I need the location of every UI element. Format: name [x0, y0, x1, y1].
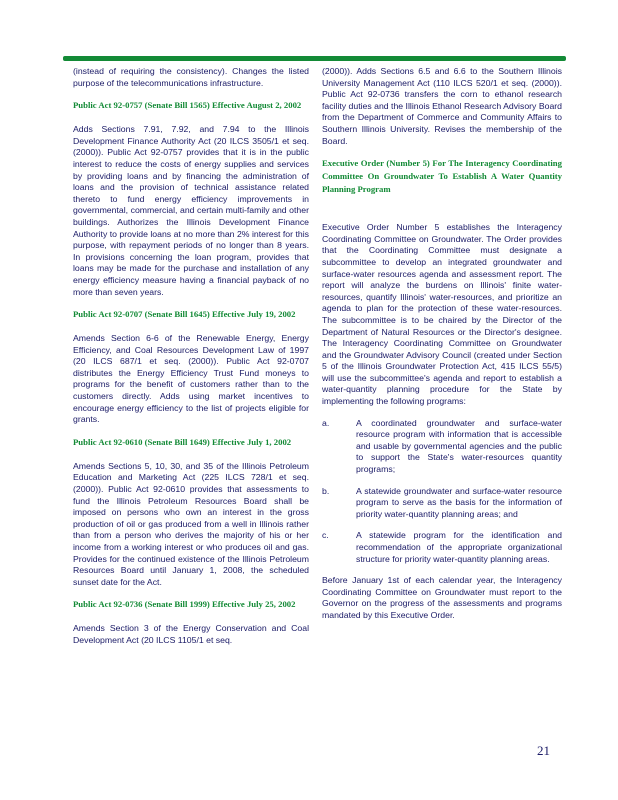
left-column — [73, 66, 309, 657]
list-item — [322, 486, 562, 521]
list-item-label: b. — [322, 485, 330, 496]
list-item-label: c. — [322, 530, 329, 541]
act-heading: Public Act 92-0736 (Senate Bill 1999) Effective July 25, 2002 — [73, 599, 296, 610]
list-item — [322, 418, 562, 476]
paragraph: (2000)). Adds Sections 6.5 and 6.6 to the Southern Illinois University Management Act (110 ILCS 520/1 et seq. (2000)). Public Act 92-0736 transfers the corn to ethanol research facility duties and the Illinois Ethanol Research Advisory Board from the Department of Commerce and Community Affairs to Southern Illinois University. Revises the membership of the Board. — [322, 66, 562, 146]
paragraph: Executive Order Number 5 establishes the Interagency Coordinating Committee on Groundwater. The Order provides that the Coordinating Committee must designate a subcommittee to develop an integrated groundwater and surface-water resources agenda and assessment report. The report will analyze the burdens on Illinois' finite water-resources, quantify Illinois' water-resources, and prioritize an agenda to plan for the protection of these water-resources. The subcommittee is to be chaired by the Director of the Department of Natural Resources or the Director's designee. The Interagency Coordinating Committee on Groundwater and the Groundwater Advisory Council (created under Section 5 of the Illinois Groundwater Protection Act, 415 ILCS 55/5) will use the subcommittee's agenda and report to establish a water-quantity planning procedure for the State by implementing the following programs: — [322, 222, 562, 407]
act-heading: Public Act 92-0757 (Senate Bill 1565) Effective August 2, 2002 — [73, 100, 302, 111]
list-item-label: a. — [322, 417, 330, 428]
list-item-text: A statewide program for the identification and recommendation of the appropriate organizational structure for priority water-quantity planning areas. — [356, 530, 562, 564]
list-item — [322, 530, 562, 565]
paragraph: Adds Sections 7.91, 7.92, and 7.94 to the Illinois Development Finance Authority Act (20 ILCS 3505/1 et seq. (2000)). Public Act 92-0757 provides that it is in the public interest to reduce the costs of energy supplies and services by providing loans and by financing the administration of loans and the provision of technical assistance related thereto to fund energy efficiency improvements in governmental, commercial, and certain multi-family and other buildings. Authorizes the Illinois Development Finance Authority to provide loans at no more than 2% interest for this purpose, with repayment periods of no longer than 8 years. In provisions concerning the loan program, provides that loans may be made for the purchase and installation of any energy efficiency measure having a financial payback of no more than seven years. — [73, 124, 309, 297]
list-item-text: A statewide groundwater and surface-water resource program to serve as the basis for the information of priority water-quantity planning areas; and — [356, 485, 562, 519]
right-column — [322, 66, 562, 632]
executive-order-heading: Executive Order (Number 5) For The Interagency Coordinating Committee On Groundwater To Establish A Water Quantity Planning Program — [322, 158, 562, 195]
paragraph: Amends Section 3 of the Energy Conservation and Coal Development Act (20 ILCS 1105/1 et seq. — [73, 623, 309, 645]
paragraph: Amends Section 6-6 of the Renewable Energy, Energy Efficiency, and Coal Resources Development Law of 1997 (20 ILCS 687/1 et seq. (2000)). Public Act 92-0707 distributes the Energy Efficiency Trust Fund moneys to programs for the benefit of customers rather than to the customers directly. Adds using market incentives to encourage energy efficiency to the list of projects eligible for grants. — [73, 333, 309, 425]
list-item-text: A coordinated groundwater and surface-water resource program with information that is accessible and usable by governmental agencies and the public to support the State's water-resources quantity programs; — [356, 417, 562, 475]
act-heading: Public Act 92-0707 (Senate Bill 1645) Effective July 19, 2002 — [73, 309, 296, 320]
act-heading: Public Act 92-0610 (Senate Bill 1649) Effective July 1, 2002 — [73, 436, 292, 447]
paragraph: Amends Sections 5, 10, 30, and 35 of the Illinois Petroleum Education and Marketing Act (225 ILCS 728/1 et seq. (2000)). Public Act 92-0610 provides that assessments to fund the Illinois Petroleum Resources Board shall be imposed on persons who own an interest in the gross production of oil or gas produced from a well in Illinois rather than from a person who derives the majority of his or her income from a working interest or who produces oil and gas. Provides for the continued existence of the Illinois Petroleum Resources Board until January 1, 2008, the scheduled sunset date for the Act. — [73, 460, 309, 587]
paragraph: Before January 1st of each calendar year, the Interagency Coordinating Committee on Groundwater must report to the Governor on the progress of the assessments and programs mandated by this Executive Order. — [322, 575, 562, 620]
paragraph: (instead of requiring the consistency). Changes the listed purpose of the telecommunications infrastructure. — [73, 66, 309, 88]
page-number: 21 — [537, 743, 550, 758]
header-rule — [63, 56, 566, 61]
